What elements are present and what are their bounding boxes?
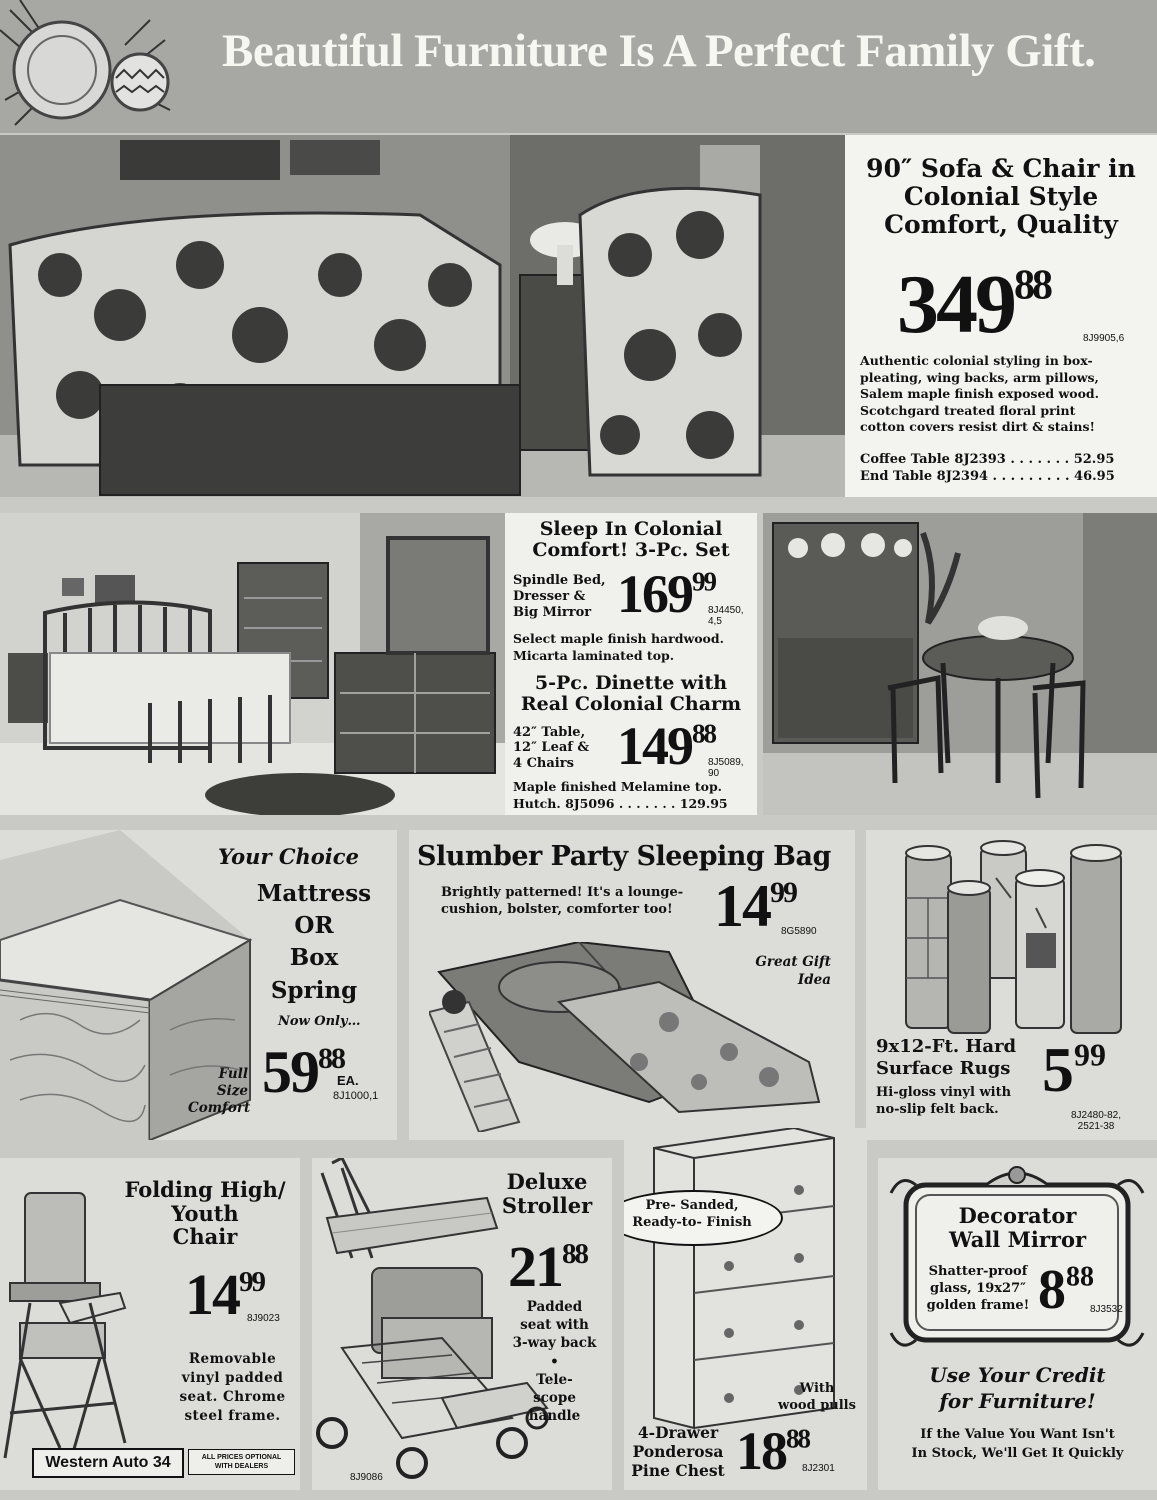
stroller-sku: 8J9086 (350, 1472, 383, 1483)
credit-heading: Use Your Credit for Furniture! (929, 1363, 1106, 1413)
mattress-heading: Mattress OR Box Spring (256, 880, 372, 1004)
bedroom-price: $169^{99}$ (617, 564, 715, 624)
highchair-image (0, 1173, 140, 1463)
banner (0, 0, 1157, 133)
mattress-kicker: Your Choice (218, 844, 359, 869)
rugs-description: Hi-gloss vinyl with no-slip felt back. (876, 1085, 1012, 1118)
mirror-sku: 8J3532 (1090, 1304, 1123, 1315)
highchair-heading: Folding High/ Youth Chair (124, 1177, 286, 1250)
sleeping-bag-heading: Slumber Party Sleeping Bag (417, 841, 831, 872)
ornament-icon (0, 0, 190, 133)
rugs-price: $5^{99}$ (1042, 1034, 1106, 1105)
chest-sku: 8J2301 (802, 1463, 835, 1474)
mattress-price: $59^{88}$ (262, 1039, 344, 1105)
dinette-price: $149^{88}$ (617, 716, 715, 776)
mirror-price: $8^{88}$ (1038, 1259, 1094, 1321)
rugs-image (896, 838, 1136, 1038)
dinette-description: Maple finished Melamine top. (513, 779, 723, 794)
bedroom-sku: 8J4450, 4,5 (708, 605, 744, 627)
credit-note: If the Value You Want Isn't In Stock, We'll Get It Quickly (911, 1427, 1124, 1461)
rugs-heading: 9x12-Ft. Hard Surface Rugs (876, 1036, 1017, 1079)
living-room-photo (0, 135, 845, 497)
page-headline: Beautiful Furniture Is A Perfect Family Gift. (222, 25, 1096, 77)
dinette-hutch: Hutch. 8J5096 . . . . . . . 129.95 (513, 796, 728, 811)
mirror-description: Shatter-proof glass, 19x27″ golden frame! (926, 1264, 1030, 1313)
sleeping-bag-panel (409, 830, 855, 1140)
highchair-sku: 8J9023 (247, 1313, 280, 1324)
mattress-unit: EA. (337, 1073, 359, 1088)
footer-disclaimer: ALL PRICES OPTIONAL WITH DEALERS (188, 1449, 295, 1475)
mirror-panel (878, 1158, 1157, 1490)
sofa-copy-panel (845, 135, 1157, 497)
dining-room-photo (763, 513, 1157, 815)
sofa-addons (860, 451, 1150, 485)
chest-panel (624, 1128, 867, 1490)
stroller-heading: Deluxe Stroller (501, 1169, 593, 1218)
bedroom-heading: Sleep In Colonial Comfort! 3-Pc. Set (532, 518, 730, 562)
dinette-heading: 5-Pc. Dinette with Real Colonial Charm (520, 672, 742, 716)
bedroom-items: Spindle Bed, Dresser & Big Mirror (513, 573, 606, 620)
mattress-panel (0, 830, 397, 1140)
sleeping-bag-price: $14^{99}$ (714, 873, 796, 939)
mattress-size: Full Size Comfort (188, 1066, 251, 1116)
dinette-items: 42″ Table, 12″ Leaf & 4 Chairs (513, 725, 590, 771)
sleeping-bag-tag: Great Gift Idea (755, 954, 831, 988)
highchair-panel (0, 1158, 300, 1490)
stroller-panel (312, 1158, 612, 1490)
sofa-sku: 8J9905,6 (1083, 333, 1125, 344)
chest-heading: 4-Drawer Ponderosa Pine Chest (631, 1423, 725, 1480)
sofa-description: Authentic colonial styling in box- pleating, wing backs, arm pillows, Salem maple finish exposed wood. Scotchgard treated floral print cotton covers resist dirt & stains! (860, 353, 1100, 434)
chest-price: $18^{88}$ (736, 1421, 809, 1481)
rugs-sku: 8J2480-82, 2521-38 (1070, 1110, 1122, 1132)
addon-end-table: End Table 8J2394 . . . . . . . . . 46.95 (860, 469, 1115, 485)
mattress-note: Now Only… (278, 1014, 361, 1029)
footer-page-number: 34 (152, 1454, 171, 1471)
dinette-sku: 8J5089, 90 (708, 757, 744, 779)
sleeping-bag-sku: 8G5890 (781, 926, 817, 937)
sofa-heading: 90″ Sofa & Chair in Colonial Style Comfort, Quality (866, 154, 1136, 239)
rugs-panel (866, 830, 1157, 1140)
bedroom-photo (0, 513, 515, 815)
chest-badge-text: Pre- Sanded, Ready-to- Finish (632, 1198, 752, 1230)
mattress-sku: 8J1000,1 (333, 1090, 379, 1102)
sofa-price: $349^{88}$ (897, 258, 1050, 351)
footer-brand-box (32, 1448, 184, 1478)
stroller-description: Padded seat with 3-way back • Tele- scope handle (512, 1299, 597, 1425)
mirror-frame-icon (886, 1163, 1148, 1358)
chest-pulls-note: With wood pulls (778, 1381, 856, 1414)
bedroom-description: Select maple finish hardwood. Micarta laminated top. (513, 631, 724, 663)
stroller-price: $21^{88}$ (508, 1234, 587, 1299)
highchair-price: $14^{99}$ (185, 1262, 264, 1327)
mirror-heading: Decorator Wall Mirror (948, 1203, 1087, 1252)
sleeping-bag-image (429, 942, 829, 1132)
bedroom-dinette-copy (505, 513, 757, 815)
sleeping-bag-description: Brightly patterned! It's a lounge- cushion, bolster, comforter too! (441, 885, 684, 918)
addon-coffee-table: Coffee Table 8J2393 . . . . . . . 52.95 (860, 452, 1115, 467)
footer-brand: Western Auto (45, 1454, 149, 1471)
highchair-description: Removable vinyl padded seat. Chrome steel frame. (179, 1351, 286, 1424)
